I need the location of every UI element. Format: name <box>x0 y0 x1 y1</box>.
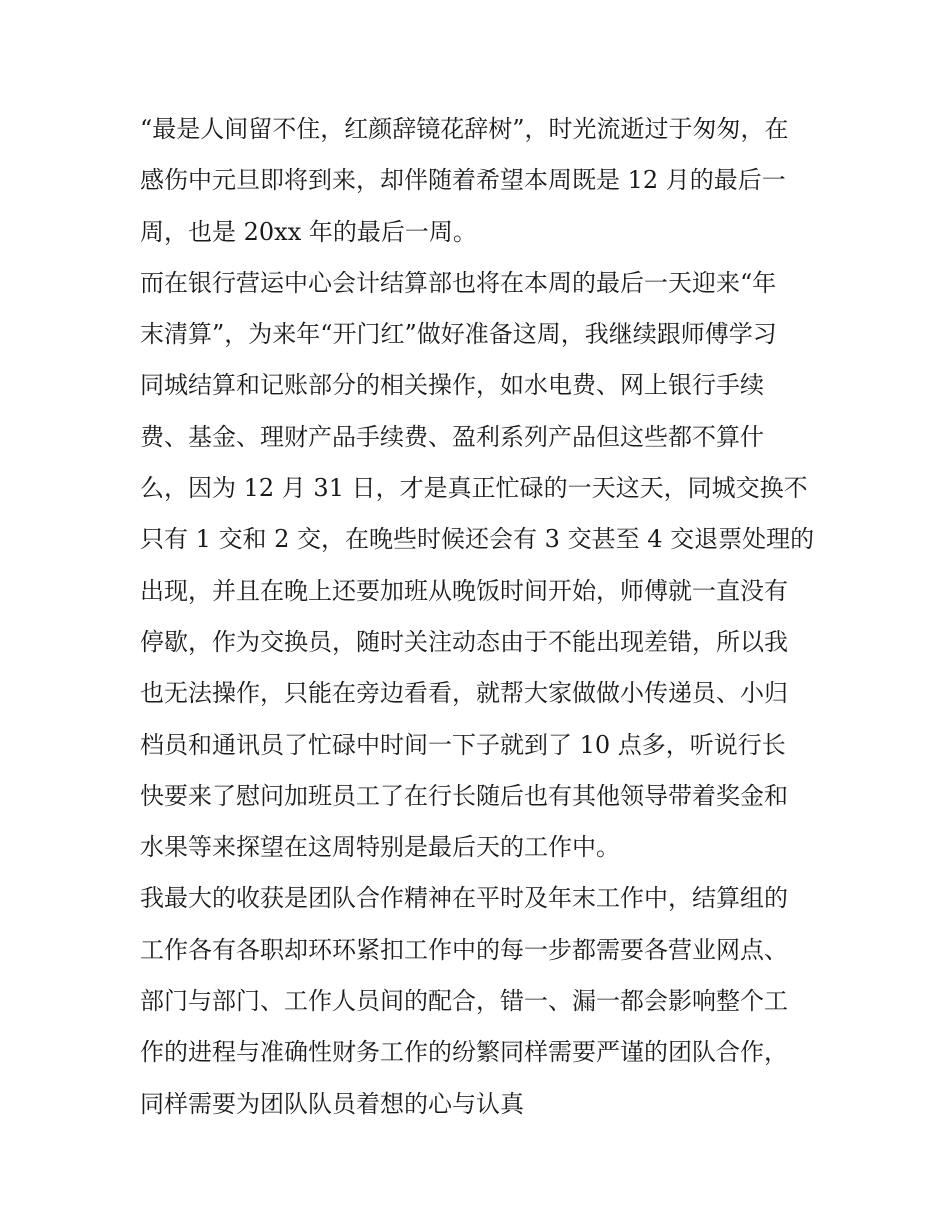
text-line: 么，因为 12 月 31 日，才是真正忙碌的一天这天，同城交换不 <box>140 474 808 503</box>
text-line: 我最大的收获是团队合作精神在平时及年末工作中，结算组的 <box>140 884 788 913</box>
text-line: “最是人间留不住，红颜辞镜花辞树”，时光流逝过于匆匆，在 <box>140 115 789 143</box>
text-line: 停歇，作为交换员，随时关注动态由于不能出现差错，所以我 <box>140 627 788 656</box>
text-line: 只有 1 交和 2 交，在晚些时候还会有 3 交甚至 4 交退票处理的 <box>140 525 815 554</box>
paragraph-3 <box>140 873 820 1129</box>
text-line: 部门与部门、工作人员间的配合，错一、漏一都会影响整个工 <box>140 987 788 1016</box>
paragraph-1 <box>140 104 820 258</box>
text-line: 也无法操作，只能在旁边看看，就帮大家做做小传递员、小归 <box>140 679 788 708</box>
text-line: 同城结算和记账部分的相关操作，如水电费、网上银行手续 <box>140 371 764 400</box>
text-line: 出现，并且在晚上还要加班从晚饭时间开始，师傅就一直没有 <box>140 576 788 605</box>
text-line: 工作各有各职却环环紧扣工作中的每一步都需要各营业网点、 <box>140 935 788 964</box>
text-line: 而在银行营运中心会计结算部也将在本周的最后一天迎来“年 <box>140 268 777 297</box>
text-line: 费、基金、理财产品手续费、盈利系列产品但这些都不算什 <box>140 422 764 451</box>
paragraph-2 <box>140 258 820 874</box>
document-body <box>140 104 820 1130</box>
text-line: 水果等来探望在这周特别是最后天的工作中。 <box>140 833 620 862</box>
text-line: 档员和通讯员了忙碌中时间一下子就到了 10 点多，听说行长 <box>140 730 786 759</box>
text-line: 同样需要为团队队员着想的心与认真 <box>140 1089 524 1118</box>
text-line: 末清算”，为来年“开门红”做好准备这周，我继续跟师傅学习 <box>140 320 777 349</box>
text-line: 快要来了慰问加班员工了在行长随后也有其他领导带着奖金和 <box>140 781 788 810</box>
text-line: 感伤中元旦即将到来，却伴随着希望本周既是 12 月的最后一 <box>140 166 786 195</box>
text-line: 周，也是 20xx 年的最后一周。 <box>140 217 477 246</box>
text-line: 作的进程与准确性财务工作的纷繁同样需要严谨的团队合作， <box>140 1038 788 1067</box>
